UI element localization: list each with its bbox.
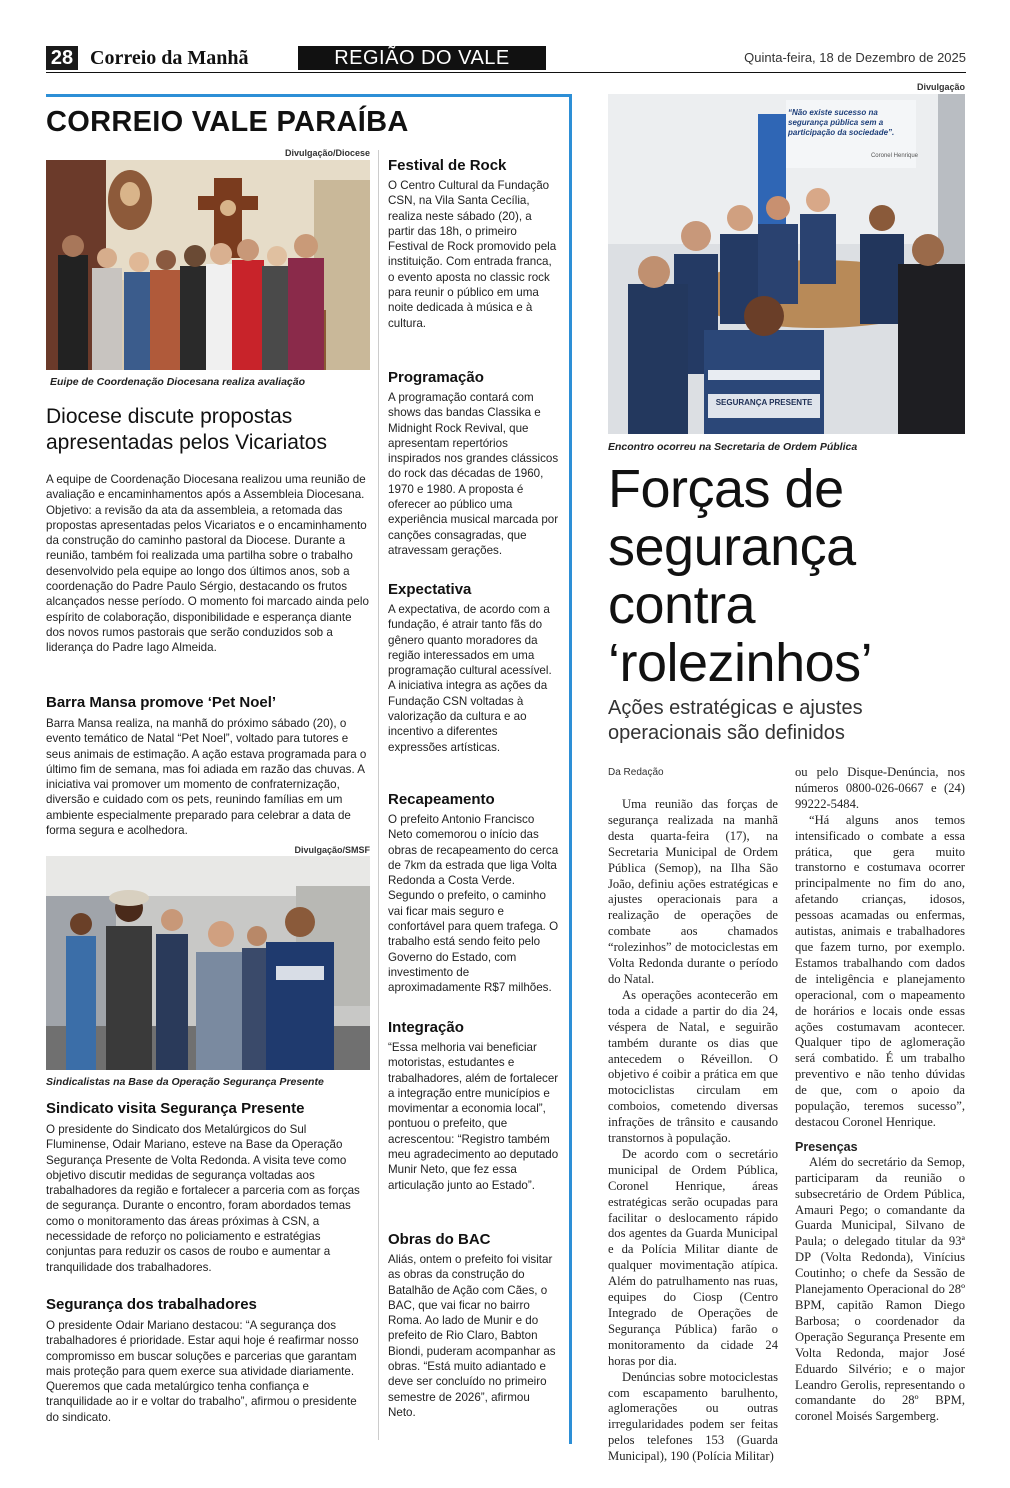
photo-caption: Sindicalistas na Base da Operação Segurança Presente bbox=[46, 1076, 324, 1088]
wall-quote-author: Coronel Henrique bbox=[870, 153, 918, 159]
story-subhead: Segurança dos trabalhadores bbox=[46, 1296, 257, 1313]
column-body-festival: O Centro Cultural da Fundação CSN, na Vila Santa Cecília, realiza neste sábado (20), a partir das 18h, o primeiro Festival de Rock promovido pela instituição. Com entrada franca, o evento aposta no classic rock para reunir o público em uma noite dedicada à música e à cultura. bbox=[388, 179, 557, 330]
paragraph: As operações acontecerão em toda a cidade a partir do dia 24, véspera de Natal, e seguirão também durante os dias que antecedem o Réveillon. O objetivo é coibir a prática em que motociclistas circulam em comboios, cometendo diversas infrações de trânsito e causando transtornos à população. bbox=[608, 987, 778, 1146]
column-head-bac: Obras do BAC bbox=[388, 1231, 491, 1248]
column-head-festival: Festival de Rock bbox=[388, 157, 507, 174]
photo-caption: Encontro ocorreu na Secretaria de Ordem Pública bbox=[608, 441, 858, 453]
main-body-column-1 bbox=[608, 797, 778, 1465]
photo-caption: Euipe de Coordenação Diocesana realiza avaliação bbox=[50, 376, 306, 388]
column-head-programacao: Programação bbox=[388, 369, 484, 386]
main-body-column-2 bbox=[795, 765, 965, 1425]
masthead-logo: Correio da Manhã bbox=[90, 47, 249, 69]
main-deck: Ações estratégicas e ajustes operacionais são definidos bbox=[608, 697, 863, 744]
story-body-sindicato-2: O presidente Odair Mariano destacou: “A segurança dos trabalhadores é prioridade. Estar aqui hoje é reafirmar nosso compromisso em buscar soluções e parcerias que garantam mais proteção para quem exerce sua atividade diariamente. Queremos que cada metalúrgico tenha confiança e tranquilidade ao ir e voltar do trabalho”, afirmou o presidente do sindicato. bbox=[46, 1319, 359, 1424]
paragraph: Uma reunião das forças de segurança realizada na manhã desta quarta-feira (17), na Secretaria Municipal de Ordem Pública (Semop), na Ilha São João, definiu ações estratégicas e ajustes operacionais para a realização de operações de combate aos chamados “rolezinhos” de motociclestas em Volta Redonda durante o período do Natal. bbox=[608, 797, 778, 986]
photo-credit: Divulgação/Diocese bbox=[284, 148, 370, 158]
column-body-programacao: A programação contará com shows das bandas Classika e Midnight Rock Revival, que apresentam repertórios inspirados nos grandes clássicos do rock das décadas de 1960, 1970 e 1980. A proposta é oferecer ao público uma experiência musical marcada por canções consagradas, que atravessam gerações. bbox=[388, 391, 559, 557]
photo-credit: Divulgação bbox=[916, 82, 965, 92]
header-rule bbox=[46, 72, 966, 73]
main-headline: Forças de segurança contra ‘rolezinhos’ bbox=[608, 459, 873, 693]
story-body-sindicato: O presidente do Sindicato dos Metalúrgicos do Sul Fluminense, Odair Mariano, esteve na Base da Operação Segurança Presente de Volta Redonda. A visita teve como objetivo discutir medidas de segurança voltadas aos trabalhadores da região e fortalecer a parceria com as forças de segurança. Durante o encontro, foram abordados temas como o monitoramento das áreas próximas à CSN, a necessidade de reforço no policiamento e estratégias conjuntas para reduzir os casos de roubo e aumentar a tranquilidade dos trabalhadores. bbox=[46, 1123, 360, 1274]
page-number: 28 bbox=[46, 46, 78, 70]
column-head-integracao: Integração bbox=[388, 1019, 464, 1036]
paragraph: Além do secretário da Semop, participaram da reunião o subsecretário de Ordem Pública, Amauri Pego; o comandante da Guarda Municipal, Silvano de Paula; o delegado titular da 93ª DP (Volta Redonda), Vinícius Coutinho; o chefe da Sessão de Planejamento Operacional do 28º BPM, capitão Ramon Diego Barbosa; o coordenador da Operação Segurança Presente em Volta Redonda, major José Eduardo Silvério; e o major Leandro Gerolis, representando o comandante do 28º BPM, coronel Moisés Sargemberg. bbox=[795, 1154, 965, 1424]
paragraph: Denúncias sobre motociclestas com escapamento barulhento, aglomerações ou outras irregularidades podem ser feitas pelos telefones 153 (Guarda Municipal), 190 (Polícia Militar) bbox=[608, 1369, 778, 1464]
security-meeting-photo bbox=[608, 94, 965, 434]
paragraph: De acordo com o secretário municipal de Ordem Pública, Coronel Henrique, áreas estratégicas serão ocupadas para facilitar o deslocamento rápido dos agentes da Guarda Municipal e da Polícia Militar diante de qualquer movimentação atípica. Além do patrulhamento nas ruas, equipes do Ciosp (Centro Integrado de Operações de Segurança Pública) farão o monitoramento da cidade 24 horas por dia. bbox=[608, 1146, 778, 1368]
story-headline-diocese: Diocese discute propostas apresentadas pelos Vicariatos bbox=[46, 405, 327, 454]
section-label: REGIÃO DO VALE bbox=[298, 46, 546, 70]
column-head-recapeamento: Recapeamento bbox=[388, 791, 495, 808]
issue-date: Quinta-feira, 18 de Dezembro de 2025 bbox=[744, 50, 966, 65]
diocese-team-photo bbox=[46, 160, 370, 370]
union-visit-photo bbox=[46, 856, 370, 1070]
page-header bbox=[46, 46, 966, 72]
wall-quote-text: “Não existe sucesso na segurança pública sem a participação da sociedade”. bbox=[788, 108, 895, 137]
byline: Da Redação bbox=[608, 767, 664, 778]
story-headline-pet-noel: Barra Mansa promove ‘Pet Noel’ bbox=[46, 694, 277, 711]
section-title: CORREIO VALE PARAÍBA bbox=[46, 106, 409, 138]
story-headline-sindicato: Sindicato visita Segurança Presente bbox=[46, 1100, 305, 1117]
story-body-diocese: A equipe de Coordenação Diocesana realizou uma reunião de avaliação e encaminhamentos após a Assembleia Diocesana. Objetivo: a revisão da ata da assembleia, a retomada das propostas apresentadas pelos Vicariatos e o encaminhamento da construção do caminho pastoral da Diocese. Durante a reunião, também foi realizada uma partilha sobre o trabalho desenvolvido pela equipe ao longo dos últimos anos, sob a coordenação do Padre Paulo Sérgio, destacando os frutos alcançados nesse período. O momento foi marcado ainda pelo espírito de colaboração, disponibilidade e esperança diante dos novos rumos pastorais que serão conduzidos sob a liderança do Padre Iago Almeida. bbox=[46, 473, 369, 655]
subhead-presencas: Presenças bbox=[795, 1139, 858, 1154]
column-body-expectativa: A expectativa, de acordo com a fundação, é atrair tanto fãs do gênero quanto moradores da região interessados em uma programação cultural acessível. A iniciativa integra as ações da Fundação CSN voltadas à valorização da cultura e ao incentivo a diferentes expressões artísticas. bbox=[388, 603, 552, 754]
paragraph: ou pelo Disque-Denúncia, nos números 0800-026-0667 e (24) 99222-5484. bbox=[795, 765, 965, 811]
photo-credit: Divulgação/SMSF bbox=[294, 845, 370, 855]
column-body-recapeamento: O prefeito Antonio Francisco Neto comemorou o início das obras de recapeamento do cerca de 7km da estrada que liga Volta Redonda a Costa Verde. Segundo o prefeito, o caminho vai ficar mais seguro e confortável para quem trafega. O trabalho está sendo feito pelo Governo do Estado, com investimento de aproximadamente R$7 milhões. bbox=[388, 813, 559, 995]
column-body-integracao: “Essa melhoria vai beneficiar motoristas, estudantes e trabalhadores, além de fortalecer a integração entre municípios e movimentar a economia local”, pontuou o prefeito, que acrescentou: “Registro também meu agradecimento ao deputado Munir Neto, que fez essa articulação junto ao Estado”. bbox=[388, 1041, 559, 1192]
column-head-expectativa: Expectativa bbox=[388, 581, 472, 598]
column-divider bbox=[378, 150, 379, 1440]
vest-text: SEGURANÇA PRESENTE bbox=[715, 398, 813, 407]
column-body-bac: Aliás, ontem o prefeito foi visitar as obras da construção do Batalhão de Ação com Cães, o BAC, que vai ficar no bairro Roma. Ao lado de Munir e do prefeito de Rio Claro, Babton Biondi, puderam acompanhar as obras. “Está muito adiantado e deve ser concluído no primeiro semestre de 2026”, afirmou Neto. bbox=[388, 1253, 556, 1419]
paragraph: “Há alguns anos temos intensificado o combate a essa prática, que gera muito transtorno e costumava ocorrer principalmente no fim do ano, afetando crianças, idosos, pessoas acamadas ou enfermas, autistas, animais e trabalhadores que fazem turno, por exemplo. Estamos trabalhando com dados de inteligência e planejamento operacional, com o mapeamento de horários e locais onde essas ações costumavam acontecer. Qualquer tipo de aglomeração será combatido. É um trabalho preventivo e não tenho dúvidas de que, com o apoio da população, teremos sucesso”, destacou Coronel Henrique. bbox=[795, 812, 965, 1129]
story-body-pet-noel: Barra Mansa realiza, na manhã do próximo sábado (20), o evento temático de Natal “Pet Noel”, voltado para tutores e seus animais de estimação. A ação estava programada para o último fim de semana, mas foi adiada em razão das chuvas. A iniciativa vai promover um momento de confraternização, diversão e cuidado com os pets, reunindo famílias em um ambiente especialmente preparado para celebrar a data de forma segura e acolhedora. bbox=[46, 717, 367, 838]
